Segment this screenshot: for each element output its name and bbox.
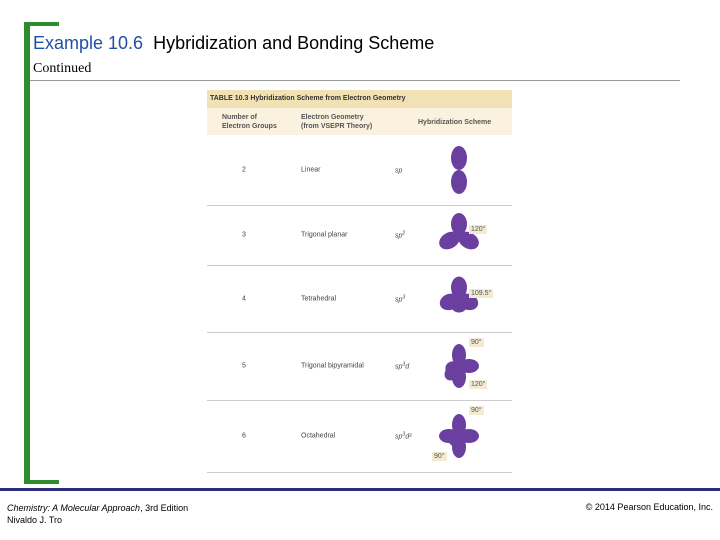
copyright: © 2014 Pearson Education, Inc. xyxy=(585,502,713,512)
subtitle: Continued xyxy=(33,61,92,76)
bond-angle-label: 120° xyxy=(471,381,486,388)
orbital-diagram-icon xyxy=(427,205,491,265)
bond-angle-label: 90° xyxy=(471,339,482,346)
table-header xyxy=(207,108,512,135)
hybridization-base: sp xyxy=(395,232,403,240)
book-edition: , 3rd Edition xyxy=(140,503,189,513)
hybridization-base: sp xyxy=(395,167,403,175)
col-groups-line1: Number of xyxy=(222,114,257,121)
hybridization-tail: d² xyxy=(405,433,412,441)
col-groups-line2: Electron Groups xyxy=(222,123,277,130)
bond-angle-label: 109.5° xyxy=(471,289,492,297)
hybridization xyxy=(395,361,409,370)
electron-geometry: Trigonal planar xyxy=(301,231,348,239)
orbital-diagram-icon xyxy=(427,265,491,332)
hybridization-superscript: 3 xyxy=(402,361,406,368)
bond-angle-label: 90° xyxy=(471,407,482,414)
table-caption: TABLE 10.3 Hybridization Scheme from Electron Geometry xyxy=(207,90,512,108)
electron-geometry: Trigonal bipyramidal xyxy=(301,362,364,370)
hybridization-base: sp xyxy=(395,296,403,304)
bracket-decoration xyxy=(24,22,30,484)
slide-title xyxy=(33,33,434,54)
book-title: Chemistry: A Molecular Approach xyxy=(7,503,141,513)
footer-citation xyxy=(7,502,188,526)
hybridization-superscript: 3 xyxy=(402,431,406,438)
bracket-decoration-bottom xyxy=(24,480,59,484)
hybridization xyxy=(395,294,405,303)
table-row xyxy=(207,400,512,473)
hybridization-superscript: 3 xyxy=(402,293,406,300)
hybridization xyxy=(395,165,402,174)
author: Nivaldo J. Tro xyxy=(7,515,63,525)
electron-groups: 3 xyxy=(242,231,246,239)
divider xyxy=(30,80,680,81)
example-number: Example 10.6 xyxy=(33,33,144,53)
hybridization xyxy=(395,431,411,440)
hybridization-table xyxy=(207,90,512,472)
electron-geometry: Linear xyxy=(301,166,321,174)
electron-groups: 2 xyxy=(242,166,246,174)
col-geometry xyxy=(301,113,372,131)
bond-angle-label: 90° xyxy=(434,453,445,460)
orbital-diagram-icon xyxy=(427,135,491,205)
table-row xyxy=(207,265,512,333)
electron-groups: 4 xyxy=(242,295,246,302)
title-text: Hybridization and Bonding Scheme xyxy=(153,33,435,53)
col-geometry-line2: (from VSEPR Theory) xyxy=(301,123,373,130)
electron-groups: 6 xyxy=(242,432,246,440)
electron-geometry: Octahedral xyxy=(301,432,336,440)
hybridization xyxy=(395,230,405,239)
hybridization-superscript: 2 xyxy=(402,230,406,237)
hybridization-tail: d xyxy=(405,363,410,371)
bond-angle-label: 120° xyxy=(471,226,486,233)
electron-geometry: Tetrahedral xyxy=(301,295,337,302)
hybridization-base: sp xyxy=(395,363,403,371)
col-groups xyxy=(222,113,277,131)
bracket-decoration-top xyxy=(24,22,59,26)
footer-divider xyxy=(0,488,720,491)
hybridization-base: sp xyxy=(395,433,403,441)
table-row xyxy=(207,332,512,401)
col-geometry-line1: Electron Geometry xyxy=(301,114,364,121)
electron-groups: 5 xyxy=(242,362,246,370)
col-scheme: Hybridization Scheme xyxy=(418,119,492,126)
table-row xyxy=(207,135,512,206)
table-row xyxy=(207,205,512,266)
